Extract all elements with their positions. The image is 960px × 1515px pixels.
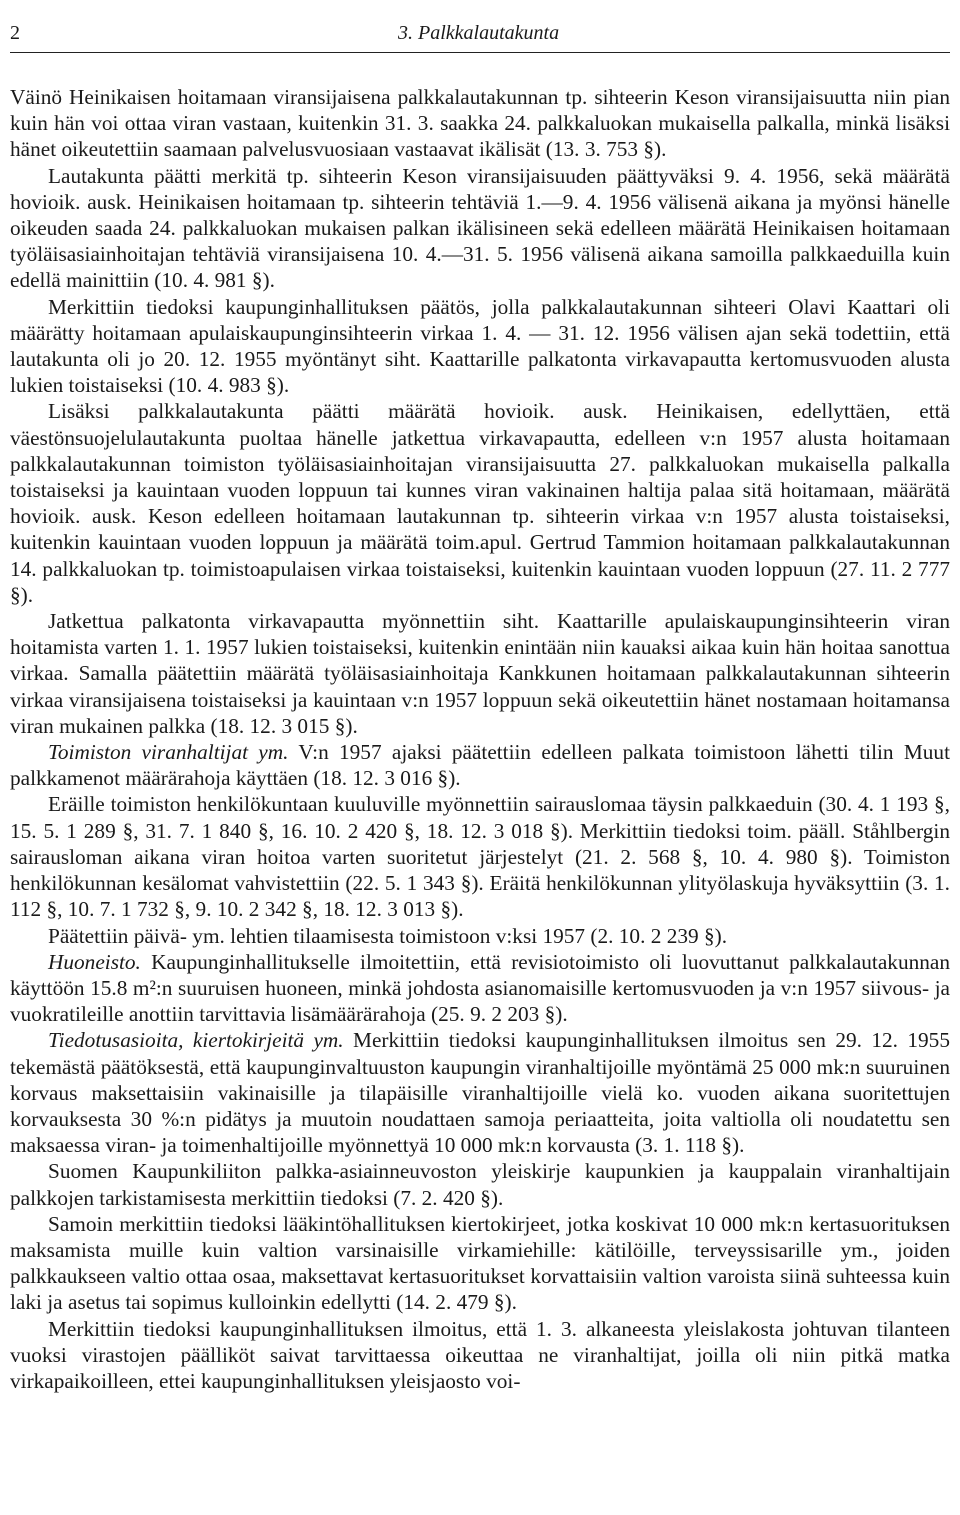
section-lead: Toimiston viranhaltijat ym.	[48, 740, 289, 765]
body-text	[10, 84, 950, 1394]
paragraph: Väinö Heinikaisen hoitamaan viransijaisena palkkalautakunnan tp. sihteerin Keson viransijaisuutta niin pian kuin hän voi ottaa viran vastaan, kuitenkin 31. 3. saakka 24. palkkaluokan mukaisella palkalla, minkä lisäksi hänet oikeutettiin saamaan palvelusvuosiaan vastaavat ikälisät (13. 3. 753 §).	[10, 85, 950, 162]
section-lead: Huoneisto.	[48, 949, 141, 974]
paragraph: Huoneisto. Kaupunginhallitukselle ilmoitettiin, että revisiotoimisto oli luovuttanut palkkalautakunnan käyttöön 15.8 m²:n suuruisen huoneen, minkä johdosta asianomaisille kertomusvuoden ja v:n 1957 siivous- ja vuokratileille anottiin tarvittavia lisämäärärahoja (25. 9. 2 203 §).	[10, 949, 950, 1027]
paragraph: Toimiston viranhaltijat ym. V:n 1957 ajaksi päätettiin edelleen palkata toimistoon lähetti tilin Muut palkkamenot määrärahoja käyttäen (18. 12. 3 016 §).	[10, 740, 951, 791]
page-header	[10, 18, 950, 53]
paragraph: Eräille toimiston henkilökuntaan kuuluville myönnettiin sairauslomaa täysin palkkaeduin (30. 4. 1 193 §, 15. 5. 1 289 §, 31. 7. 1 840 §, 16. 10. 2 420 §, 18. 12. 3 018 §). Merkittiin tiedoksi toim. pääll. Ståhlbergin sairausloman aikana viran hoitoa varten suoritetut järjestelyt (21. 2. 568 §, 10. 4. 980 §). Toimiston henkilökunnan kesälomat vahvistettiin (22. 5. 1 343 §). Eräitä henkilökunnan ylityölaskuja hyväksyttiin (3. 1. 112 §, 10. 7. 1 732 §, 9. 10. 2 342 §, 18. 12. 3 013 §).	[10, 792, 950, 922]
paragraph: Suomen Kaupunkiliiton palkka-asiainneuvoston yleiskirje kaupunkien ja kauppalain viranhaltijain palkkojen tarkistamisesta merkittiin tiedoksi (7. 2. 420 §).	[10, 1159, 950, 1210]
running-title: 3. Palkkalautakunta	[398, 22, 560, 44]
paragraph: Lisäksi palkkalautakunta päätti määrätä hovioik. ausk. Heinikaisen, edellyttäen, että väestönsuojelulautakunta puoltaa hänelle jatkettua virkavapautta, edelleen v:n 1957 alusta hoitamaan palkkalautakunnan toimiston työläisasiainhoitajan viransijaisuutta 27. palkkaluokan mukaisella palkalla toistaiseksi ja kauintaan vuoden loppuun tai kunnes viran vakinainen haltija palaa sitä hoitamaan, määrätä hovioik. ausk. Keson edelleen hoitamaan lautakunnan tp. sihteerin virkaa v:n 1957 alusta toistaiseksi, kuitenkin kauintaan vuoden loppuun ja määrätä toim.apul. Gertrud Tammion hoitamaan palkkalautakunnan 14. palkkaluokan tp. toimistoapulaisen virkaa toistaiseksi, kuitenkin kauintaan vuoden loppuun (27. 11. 2 777 §).	[10, 399, 950, 607]
paragraph: Tiedotusasioita, kiertokirjeitä ym. Merkittiin tiedoksi kaupunginhallituksen ilmoitus sen 29. 12. 1955 tekemästä päätöksestä, että kaupunginvaltuuston kaupungin viranhaltijoille myöntämä 25 000 mk:n suuruinen korvaus maksettaisiin vakinaisille ja tilapäisille viranhaltijoille vielä ko. vuoden aikana suoritettujen korvauksesta 30 %:n pidätys ja muutoin noudattaen samoja periaatteita, joita valtiolla oli noudatettu sen maksaessa viran- ja toimenhaltijoille myönnettyä 10 000 mk:n korvausta (3. 1. 118 §).	[10, 1028, 950, 1158]
paragraph: Lautakunta päätti merkitä tp. sihteerin Keson viransijaisuuden päättyväksi 9. 4. 1956, sekä määrätä hovioik. ausk. Heinikaisen hoitamaan tp. sihteerin tehtäviä 1.—9. 4. 1956 välisenä aikana ja myönsi hänelle oikeuden saada 24. palkkaluokan mukaisen palkan ikälisineen sekä edelleen määrätä Heinikaisen hoitamaan työläisasiainhoitajan tehtäviä viransijaisena 10. 4.—31. 5. 1956 välisenä aikana samoilla palkkaeduilla kuin edellä mainittiin (10. 4. 981 §).	[10, 163, 950, 293]
paragraph: Samoin merkittiin tiedoksi lääkintöhallituksen kiertokirjeet, jotka koskivat 10 000 mk:n kertasuorituksen maksamista muille kuin valtion varsinaisille virkamiehille: kätilöille, terveyssisarille ym., joiden palkkaukseen valtio ottaa osaa, maksettavat kertasuoritukset korvattaisiin valtion varoista siinä suhteessa kuin laki ja asetus tai sopimus kulloinkin edellytti (14. 2. 479 §).	[10, 1211, 950, 1315]
paragraph: Merkittiin tiedoksi kaupunginhallituksen päätös, jolla palkkalautakunnan sihteeri Olavi Kaattari oli määrätty hoitamaan apulaiskaupunginsihteerin virkaa 1. 4. — 31. 12. 1956 välisen ajan sekä todettiin, että lautakunta oli jo 20. 12. 1955 myöntänyt siht. Kaattarille palkatonta virkavapautta kertomusvuoden alusta lukien toistaiseksi (10. 4. 983 §).	[10, 294, 950, 398]
section-lead: Tiedotusasioita, kiertokirjeitä ym.	[48, 1028, 344, 1053]
paragraph: Jatkettua palkatonta virkavapautta myönnettiin siht. Kaattarille apulaiskaupunginsihteerin viran hoitamista varten 1. 1. 1957 lukien toistaiseksi, kuitenkin enintään niin kauaksi aikaa kuin hän hoitaa sanottua virkaa. Samalla päätettiin määrätä työläisasiainhoitaja Kankkunen hoitamaan palkkalautakunnan sihteerin virkaa viransijaisena toistaiseksi ja kauintaan v:n 1957 loppuun sekä oikeutettiin hänet nostamaan hoitamansa viran mukainen palkka (18. 12. 3 015 §).	[10, 609, 950, 738]
paragraph: Päätettiin päivä- ym. lehtien tilaamisesta toimistoon v:ksi 1957 (2. 10. 2 239 §).	[48, 923, 728, 948]
paragraph: Merkittiin tiedoksi kaupunginhallituksen ilmoitus, että 1. 3. alkaneesta yleislakosta johtuvan tilanteen vuoksi virastojen päälliköt saivat tarvittaessa oikeuttaa ne viranhaltijat, joilla oli niin pitkä matka virkapaikoilleen, ettei kaupunginhallituksen yleisjaosto voi-	[10, 1316, 950, 1393]
page-number: 2	[10, 22, 20, 44]
